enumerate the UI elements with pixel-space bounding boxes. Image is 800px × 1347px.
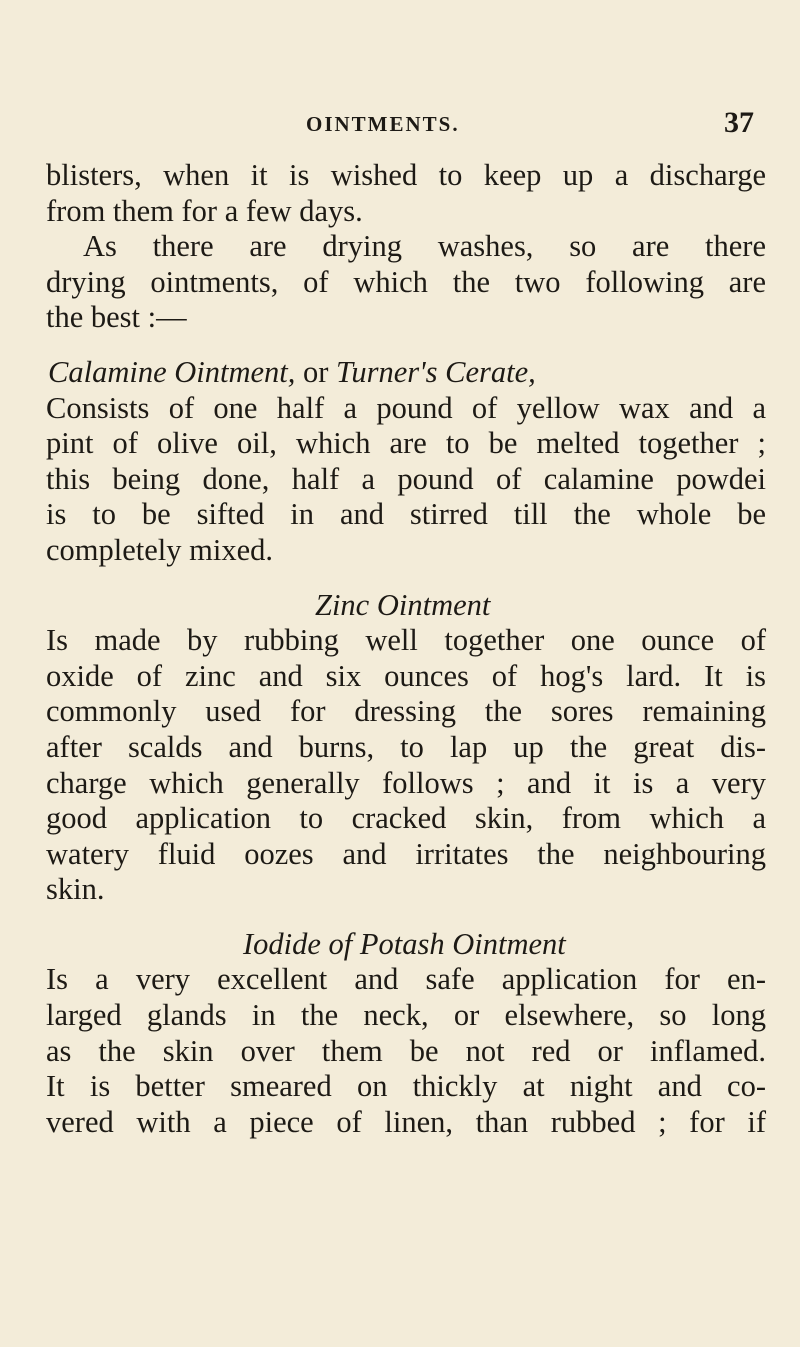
text-line: skin.: [46, 872, 105, 907]
text-line: Is made by rubbing well together one ounce of: [46, 623, 766, 658]
text-line: good application to cracked skin, from which a: [46, 801, 766, 836]
section-gap: [46, 336, 766, 355]
section-gap: [46, 569, 766, 588]
section-heading-iodide: Iodide of Potash Ointment: [243, 926, 566, 961]
text-line: this being done, half a pound of calamine powdei: [46, 461, 766, 496]
text-line: charge which generally follows ; and it is a very: [46, 765, 766, 800]
running-head-title: OINTMENTS.: [306, 112, 460, 136]
text-line: Consists of one half a pound of yellow wax and a: [46, 390, 766, 425]
heading-text: Calamine Ointment,: [48, 354, 296, 389]
text-line: as the skin over them be not red or inflamed.: [46, 1033, 766, 1068]
text-line: As there are drying washes, so are there: [83, 229, 766, 264]
heading-conjunction: or: [295, 354, 337, 389]
text-line: commonly used for dressing the sores remaining: [46, 694, 766, 729]
text-line: blisters, when it is wished to keep up a discharge: [46, 158, 766, 192]
heading-text: Turner's Cerate,: [336, 354, 536, 389]
text-line: completely mixed.: [46, 532, 273, 567]
text-line: pint of olive oil, which are to be melted together ;: [46, 426, 766, 461]
text-line: the best :—: [46, 300, 187, 335]
text-line: vered with a piece of linen, than rubbed ; for if: [46, 1104, 766, 1139]
text-line: drying ointments, of which the two following are: [46, 264, 766, 299]
text-line: from them for a few days.: [46, 193, 363, 228]
text-line: It is better smeared on thickly at night and co-: [46, 1069, 766, 1104]
running-head: [0, 104, 800, 144]
text-line: after scalds and burns, to lap up the great dis-: [46, 729, 766, 764]
page-body: [46, 158, 766, 1140]
text-line: Is a very excellent and safe application for en-: [46, 962, 766, 997]
page-number: 37: [724, 106, 754, 139]
section-gap: [46, 908, 766, 927]
section-heading-calamine: [46, 355, 766, 391]
section-heading-zinc: Zinc Ointment: [315, 587, 491, 622]
text-line: oxide of zinc and six ounces of hog's lard. It is: [46, 658, 766, 693]
text-line: is to be sifted in and stirred till the whole be: [46, 497, 766, 532]
text-line: watery fluid oozes and irritates the neighbouring: [46, 836, 766, 871]
text-line: larged glands in the neck, or elsewhere, so long: [46, 998, 766, 1033]
